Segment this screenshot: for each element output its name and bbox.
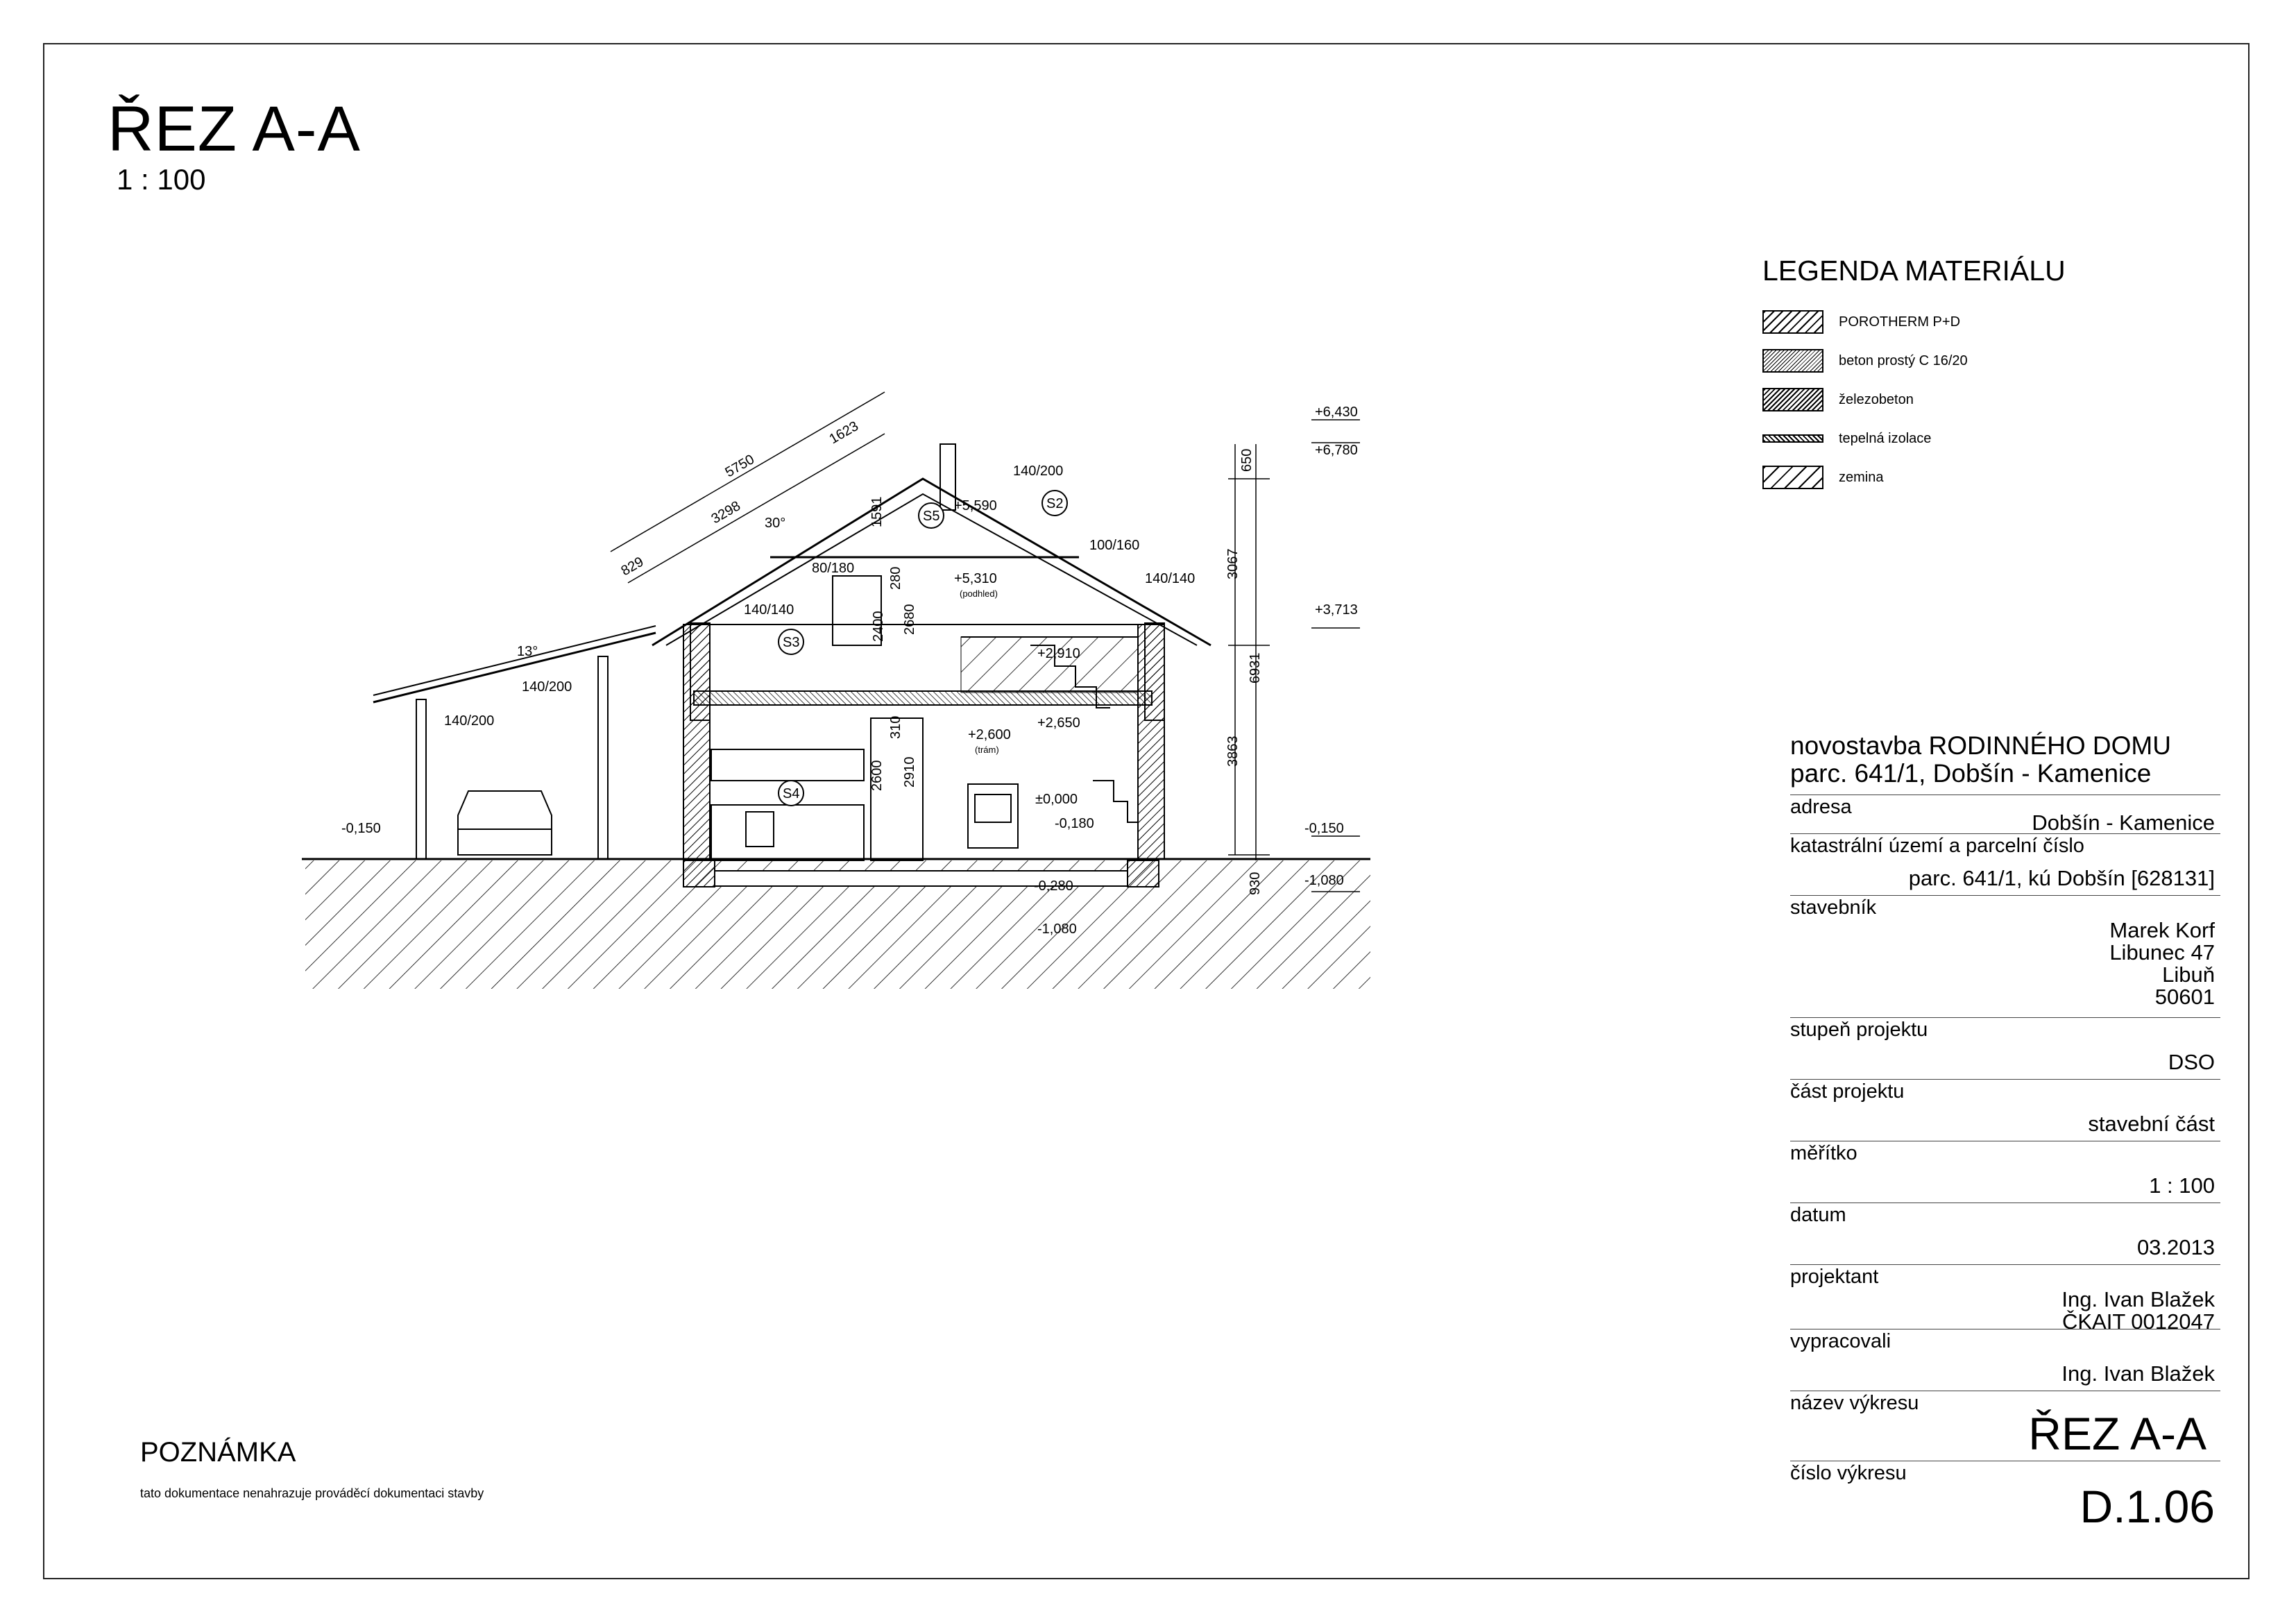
beam-label: 140/200: [444, 713, 495, 729]
tb-value: Dobšín - Kamenice: [2032, 810, 2215, 835]
level-label: -0,180: [1055, 816, 1094, 831]
foundation-left: [683, 860, 715, 887]
tb-label: číslo výkresu: [1790, 1462, 1907, 1484]
dim-height: 2600: [869, 760, 885, 791]
legend-label: tepelná izolace: [1839, 430, 1932, 446]
dim-right: 3863: [1225, 736, 1241, 767]
dim-right: 6931: [1248, 652, 1263, 683]
note-text: tato dokumentace nenahrazuje prováděcí dokumentaci stavby: [140, 1486, 484, 1500]
tb-row-stupen: [1790, 1017, 2220, 1079]
tb-value: Libuň: [2162, 962, 2215, 987]
legend-label: železobeton: [1839, 391, 1914, 407]
tb-value: parc. 641/1, kú Dobšín [628131]: [1908, 866, 2215, 890]
oven: [746, 812, 774, 847]
tb-label: vypracovali: [1790, 1330, 1891, 1352]
dim-right: 3067: [1225, 548, 1241, 579]
tb-label: projektant: [1790, 1266, 1879, 1288]
foundation-right: [1128, 860, 1159, 887]
tb-value: 03.2013: [2136, 1235, 2215, 1259]
level-label: -0,150: [341, 821, 381, 836]
dim-height: 2400: [871, 611, 886, 642]
stove-window: [975, 794, 1011, 822]
tb-row-cast: [1790, 1079, 2220, 1141]
gallery-hatch: [961, 637, 1138, 692]
beam-label: 80/180: [812, 561, 855, 576]
tb-value: Libunec 47: [2109, 940, 2215, 965]
tb-label: stupeň projektu: [1790, 1019, 1928, 1041]
title-block: [1790, 732, 2220, 1538]
car-silhouette: [458, 791, 552, 855]
project-name-line1: novostavba RODINNÉHO DOMU: [1790, 731, 2171, 760]
tb-row-vypracovali: [1790, 1329, 2220, 1391]
dim-roof-total: 5750: [722, 452, 758, 481]
level-label: +5,590: [954, 498, 997, 513]
dim-right: 930: [1248, 872, 1263, 895]
tb-row-nazev: [1790, 1391, 2220, 1461]
kitchen-lower-cabinets: [711, 805, 864, 860]
kitchen-upper-cabinets: [711, 749, 864, 781]
beam-label: 140/140: [744, 602, 794, 618]
tb-row-katastr: [1790, 833, 2220, 895]
note-title: POZNÁMKA: [140, 1437, 296, 1468]
level-label: +6,780: [1315, 443, 1358, 458]
dim-height: 2680: [902, 604, 917, 635]
carport-roof-top: [373, 626, 656, 695]
chimney: [940, 444, 955, 510]
tb-value: stavební část: [2088, 1112, 2215, 1136]
level-label: -1,080: [1304, 873, 1344, 888]
dim-height: 2910: [902, 756, 917, 788]
level-label: +6,430: [1315, 405, 1358, 420]
tb-label: název výkresu: [1790, 1392, 1919, 1414]
tb-value: Ing. Ivan Blažek: [2061, 1287, 2215, 1311]
tb-value: Ing. Ivan Blažek: [2061, 1361, 2215, 1386]
dim-roof-left: 829: [618, 554, 647, 579]
carport-post-left: [416, 699, 426, 859]
beam-label: 140/200: [522, 679, 572, 695]
tb-value: DSO: [2168, 1050, 2215, 1074]
tb-value-drawing-name: ŘEZ A-A: [2028, 1408, 2206, 1459]
ceiling-slab: [694, 691, 1152, 705]
section-tag: S4: [783, 786, 800, 801]
tb-label: stavebník: [1790, 897, 1877, 919]
tb-row-projektant: [1790, 1264, 2220, 1334]
section-tag: S5: [923, 509, 940, 524]
level-label: ±0,000: [1035, 792, 1078, 807]
dim-height: 1591: [869, 496, 885, 527]
tb-value: 1 : 100: [2149, 1173, 2215, 1198]
beam-label: 100/160: [1089, 538, 1140, 553]
tb-label: katastrální území a parcelní číslo: [1790, 835, 2084, 857]
legend-title: LEGENDA MATERIÁLU: [1762, 255, 2066, 287]
dim-height: 310: [888, 715, 903, 739]
tb-row-adresa: [1790, 794, 2220, 833]
legend-label: beton prostý C 16/20: [1839, 352, 1968, 368]
section-tag: S3: [783, 635, 800, 650]
tb-row-stavebnik: [1790, 895, 2220, 1017]
level-label: +5,310: [954, 571, 997, 586]
legend-label: POROTHERM P+D: [1839, 314, 1961, 330]
legend-label: zemina: [1839, 469, 1884, 485]
tb-value: ČKAIT 0012047: [2061, 1309, 2215, 1334]
level-label: +3,713: [1315, 602, 1358, 618]
level-label: +2,910: [1037, 646, 1080, 661]
dim-angle-main: 30°: [765, 516, 786, 531]
project-name-line2: parc. 641/1, Dobšín - Kamenice: [1790, 759, 2152, 788]
drawing-title: ŘEZ A-A: [108, 94, 361, 164]
tb-row-cislo: [1790, 1461, 2220, 1538]
tb-label: měřítko: [1790, 1142, 1857, 1164]
level-label: -0,150: [1304, 821, 1344, 836]
level-label: +2,650: [1037, 715, 1080, 731]
drawing-scale: 1 : 100: [117, 163, 206, 196]
dim-roof-mid: 3298: [708, 498, 744, 527]
stairs-lower: [1093, 781, 1138, 843]
tb-row-meritko: [1790, 1141, 2220, 1203]
level-label: -0,280: [1034, 878, 1073, 894]
tb-value: Marek Korf: [2109, 918, 2215, 942]
level-note: (trám): [975, 745, 999, 755]
dim-height: 280: [888, 566, 903, 590]
carport-roof: [373, 633, 656, 702]
level-label: +2,600: [968, 727, 1011, 742]
dim-right: 650: [1239, 448, 1255, 472]
level-note: (podhled): [960, 588, 998, 599]
dim-roof-right: 1623: [826, 418, 862, 448]
tb-label: adresa: [1790, 796, 1852, 818]
beam-label: 140/140: [1145, 571, 1196, 586]
dim-angle-carport: 13°: [517, 644, 538, 659]
tb-label: datum: [1790, 1204, 1846, 1226]
tb-row-datum: [1790, 1203, 2220, 1264]
carport-post-right: [598, 656, 608, 859]
beam-label: 140/200: [1013, 464, 1064, 479]
section-tag: S2: [1046, 496, 1064, 511]
tb-label: část projektu: [1790, 1080, 1905, 1103]
tb-value-drawing-number: D.1.06: [2080, 1481, 2215, 1532]
tb-value: 50601: [2154, 985, 2215, 1009]
level-label: -1,080: [1037, 921, 1077, 937]
